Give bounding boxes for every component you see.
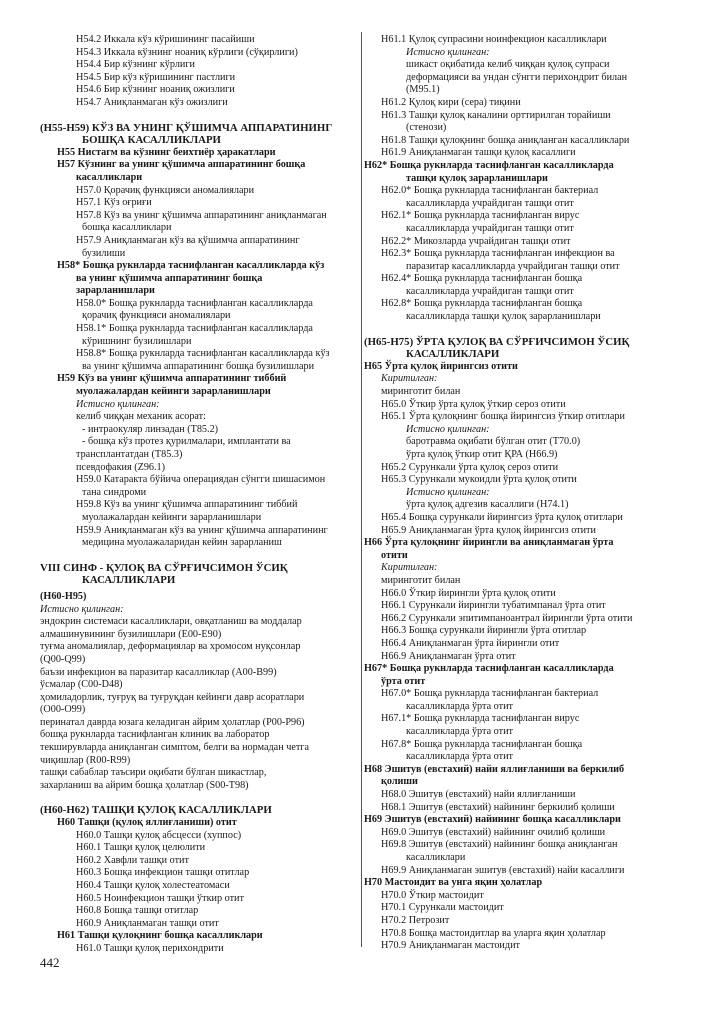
text-line: H69.0 Эшитув (евстахий) найининг очилиб қолиши (381, 826, 606, 838)
text-line: трансплантатдан (T85.3) (76, 449, 183, 460)
text-line: H60.2 Хавфли ташқи отит (76, 854, 189, 866)
text-line: эндокрин системаси касалликлари, овқатланиш ва моддалар (40, 616, 302, 628)
text-line: баъзи инфекцион ва паразитар касалликлар (A00-B99) (40, 666, 277, 678)
text-line: H68 Эшитув (евстахий) найи яллиғланиши ва беркилиб (364, 763, 625, 775)
text-line: H70.2 Петрозит (381, 914, 450, 926)
text-line: H65.0 Ўткир ўрта қулоқ ўткир сероз отити (381, 398, 566, 410)
text-line: H68.1 Эшитув (евстахий) найининг беркилиб қолиши (381, 801, 615, 813)
text-line: H70.8 Бошқа мастоидитлар ва уларга яқин ҳолатлар (381, 927, 606, 939)
text-line: H66 Ўрта қулоқнинг йирингли ва аниқланмаган ўрта (364, 537, 614, 549)
text-line: H60.8 Бошқа ташқи отитлар (76, 905, 199, 917)
text-line: касалликларда учрайдиган ташқи отит (406, 222, 574, 234)
text-line: Истисно қилинган: (406, 46, 490, 58)
text-line: Истисно қилинган: (406, 423, 490, 435)
text-line: H65.4 Бошқа сурункали йирингсиз ўрта қулоқ отитлари (381, 511, 623, 523)
section-heading: (H60-H62) ТАШҚИ ҚУЛОҚ КАСАЛЛИКЛАРИ (40, 804, 272, 817)
text-line: H61.8 Ташқи қулоқнинг бошқа аниқланган касалликлари (381, 134, 630, 146)
text-line: H67.8* Бошқа рукнларда таснифланган бошқа (381, 738, 583, 750)
spacer (40, 110, 354, 122)
text-line: H57.9 Аниқланмаган кўз ва қўшимча аппаратининг (76, 234, 300, 246)
text-line: H59 Кўз ва унинг қўшимча аппаратининг тиббий (57, 373, 287, 385)
text-line: H55 Нистагм ва кўзнинг беихтиёр ҳаракатлари (57, 146, 276, 158)
text-line: баротравма оқибати бўлган отит (T70.0) (406, 436, 581, 448)
text-line: (Q00-Q99) (40, 653, 86, 665)
text-line: кўришнинг бузилишлари (82, 335, 192, 347)
page-number: 442 (40, 955, 60, 970)
text-line: H61.3 Ташқи қулоқ каналини орттирилган торайиши (381, 109, 611, 121)
text-line: H54.2 Иккала кўз кўришининг пасайиши (76, 34, 255, 45)
text-line: туғма аномалиялар, деформациялар ва хромосом нуқсонлар (40, 641, 301, 653)
text-line: касалликларда ўрта отит (406, 751, 513, 763)
text-line: деформацияси ва ундан сўнгги перихондрит билан (406, 71, 628, 83)
text-line: H65 Ўрта қулоқ йирингсиз отити (364, 360, 518, 372)
text-line: ташқи қулоқ зарарланишлари (406, 172, 548, 184)
text-line: H59.8 Кўз ва унинг қўшимча аппаратининг тиббий (76, 499, 298, 511)
text-line: H57.1 Кўз оғриғи (76, 197, 152, 209)
text-line: тана синдроми (82, 486, 147, 498)
text-line: H58.0* Бошқа рукнларда таснифланган касалликларда (76, 297, 313, 309)
text-line: H60 Ташқи (қулоқ яллиғланиши) отит (57, 817, 237, 829)
text-line: касалликлари (76, 171, 143, 183)
section-heading: (H65-H75) ЎРТА ҚУЛОҚ ВА СЎРҒИЧСИМОН ЎСИҚ (364, 335, 630, 348)
text-line: касалликларда ўрта отит (406, 700, 513, 712)
text-line: касалликларда учрайдиган ташқи отит (406, 197, 574, 209)
text-line: H66.3 Бошқа сурункали йирингли ўрта отитлар (381, 625, 587, 637)
text-line: миринготит билан (381, 574, 461, 586)
text-line: бошқа касалликлари (82, 222, 172, 234)
text-line: чиқишлар (R00-R99) (40, 754, 131, 766)
text-line: касалликларда ўрта отит (406, 726, 513, 738)
text-line: қорачиқ функцияси аномалиялари (82, 310, 231, 322)
text-line: Киритилган: (381, 373, 438, 385)
column-divider (361, 32, 362, 947)
text-line: H70.9 Аниқланмаган мастоидит (381, 940, 520, 952)
section-heading: БОШҚА КАСАЛЛИКЛАРИ (82, 134, 221, 147)
text-line: H62.1* Бошқа рукнларда таснифланган вирус (381, 210, 580, 222)
text-line: H60.0 Ташқи қулоқ абсцесси (хуппос) (76, 829, 242, 841)
text-line: - интраокуляр линзадан (T85.2) (82, 423, 219, 435)
left-column (40, 34, 354, 956)
text-line: - бошқа кўз протез қурилмалари, имплантати ва (82, 436, 291, 448)
text-line: медицина муолажаларидан кейин зарарланиш (82, 537, 282, 549)
text-line: H65.3 Сурункали мукоидли ўрта қулоқ отити (381, 474, 577, 486)
text-line: H66.0 Ўткир йирингли ўрта қулоқ отити (381, 587, 556, 599)
text-line: H62.0* Бошқа рукнларда таснифланган бактериал (381, 185, 599, 197)
spacer (40, 792, 354, 804)
text-line: текширувларда аниқланган симптом, белги ва нормадан четга (40, 742, 309, 754)
text-line: (стенози) (406, 122, 447, 134)
text-line: қолиши (381, 776, 418, 788)
text-line: H70 Мастоидит ва унга яқин ҳолатлар (364, 877, 543, 889)
text-line: паразитар касалликларда учрайдиган ташқи отит (406, 260, 620, 272)
text-line: Истисно қилинган: (406, 486, 490, 498)
spacer (40, 550, 354, 562)
text-line: миринготит билан (381, 386, 461, 398)
text-line: перинатал даврда юзага келадиган айрим ҳолатлар (P00-P96) (40, 716, 305, 728)
text-line: ўрта қулоқ адгезив касаллиги (H74.1) (406, 499, 569, 511)
text-line: H69.9 Аниқланмаган эшитув (евстахий) найи касаллиги (381, 864, 625, 876)
text-line: ўрта қулоқ ўткир отит ҚРА (H66.9) (406, 449, 558, 460)
section-heading: КАСАЛЛИКЛАРИ (82, 574, 176, 587)
text-line: H61.9 Аниқланмаган ташқи қулоқ касаллиги (381, 147, 576, 159)
text-line: H57.0 Қорачиқ функцияси аномалиялари (76, 184, 255, 196)
text-line: H60.5 Ноинфекцион ташқи ўткир отит (76, 892, 244, 904)
text-line: H61.1 Қулоқ супрасини ноинфекцион касалликлари (381, 34, 607, 45)
text-line: H65.1 Ўрта қулоқнинг бошқа йирингсиз ўткир отитлари (381, 411, 625, 423)
text-line: бошқа рукнларда таснифланган клиник ва лаборатор (40, 729, 270, 741)
text-line: H54.7 Аниқланмаган кўз ожизлиги (76, 96, 228, 108)
spacer (364, 324, 686, 336)
text-line: H65.2 Сурункали ўрта қулоқ сероз отити (381, 461, 559, 473)
text-line: H58* Бошқа рукнларда таснифланган касалликларда кўз (57, 260, 325, 272)
text-line: шикаст оқибатида келиб чиққан қулоқ супраси (406, 59, 610, 71)
text-line: H60.3 Бошқа инфекцион ташқи отитлар (76, 867, 250, 879)
text-line: H70.1 Сурункали мастоидит (381, 902, 504, 914)
text-line: H62.3* Бошқа рукнларда таснифланган инфекцион ва (381, 248, 615, 260)
text-line: H62.4* Бошқа рукнларда таснифланган бошқа (381, 273, 583, 285)
text-line: Киритилган: (381, 562, 438, 574)
text-line: H62* Бошқа рукнларда таснифланган касалликларда (364, 159, 614, 171)
text-line: H66.2 Сурункали эпитимпаноантрал йирингли ўрта отити (381, 612, 633, 624)
text-line: муолажалардан кейинги зарарланишлари (82, 511, 262, 523)
text-line: H59.0 Катаракта бўйича операциядан сўнгги шишасимон (76, 474, 326, 486)
text-line: H66.4 Аниқланмаган ўрта йирингли отит (381, 637, 560, 649)
text-line: касалликлари (406, 852, 466, 863)
text-line: H54.3 Иккала кўзнинг ноаниқ кўрлиги (сўқирлиги) (76, 46, 298, 58)
text-line: H57.8 Кўз ва унинг қўшимча аппаратининг аниқланмаган (76, 209, 327, 221)
text-line: H61.0 Ташқи қулоқ перихондрити (76, 942, 224, 954)
text-line: H67* Бошқа рукнларда таснифланган касалликларда (364, 663, 614, 675)
text-line: алмашинувининг бузилишлари (E00-E90) (40, 628, 222, 640)
text-line: H58.1* Бошқа рукнларда таснифланган касалликларда (76, 323, 313, 335)
text-line: (M95.1) (406, 84, 440, 96)
text-line: ва унинг қўшимча аппаратининг бошқа бузилишлари (82, 360, 315, 372)
text-line: бузилиши (82, 247, 126, 259)
section-heading: (H55-H59) КЎЗ ВА УНИНГ ҚЎШИМЧА АППАРАТИНИНГ (40, 121, 333, 134)
text-line: H62.8* Бошқа рукнларда таснифланган бошқа (381, 298, 583, 310)
text-line: H68.0 Эшитув (евстахий) найи яллиғланиши (381, 789, 576, 801)
text-line: отити (381, 549, 408, 561)
text-line: H69.8 Эшитув (евстахий) найининг бошқа аниқланган (381, 839, 618, 851)
text-line: H61 Ташқи қулоқнинг бошқа касалликлари (57, 930, 263, 942)
text-line: H67.1* Бошқа рукнларда таснифланган вирус (381, 713, 580, 725)
section-heading: VIII СИНФ - ҚУЛОҚ ВА СЎРҒИЧСИМОН ЎСИҚ (40, 561, 288, 574)
text-line: H54.5 Бир кўз кўришининг пастлиги (76, 71, 236, 83)
text-line: келиб чиққан механик асорат: (76, 411, 206, 423)
text-line: захарланиш ва айрим бошқа ҳолатлар (S00-T98) (40, 779, 249, 791)
right-column (364, 34, 686, 953)
text-line: (O00-O99) (40, 704, 86, 716)
text-line: H59.9 Аниқланмаган кўз ва унинг қўшимча аппаратининг (76, 524, 328, 536)
text-line: H69 Эшитув (евстахий) найининг бошқа касалликлари (364, 814, 621, 826)
text-line: муолажалардан кейинги зарарланишлари (76, 386, 271, 398)
text-line: ўрта отит (381, 675, 426, 687)
text-line: Истисно қилинган: (76, 398, 160, 410)
text-line: H66.1 Сурункали йирингли тубатимпанал ўрта отит (381, 600, 606, 612)
text-line: ҳомиладорлик, туғруқ ва туғруқдан кейинги давр асоратлари (40, 691, 305, 703)
text-line: H54.4 Бир кўзнинг кўрлиги (76, 59, 195, 71)
text-line: H66.9 Аниқланмаган ўрта отит (381, 650, 516, 662)
text-line: H57 Кўзнинг ва унинг қўшимча аппаратининг бошқа (57, 159, 306, 171)
text-line: касалликларда учрайдиган ташқи отит (406, 285, 574, 297)
text-line: H60.9 Аниқланмаган ташқи отит (76, 917, 219, 929)
text-line: H65.9 Аниқланмаган ўрта қулоқ йирингсиз отити (381, 524, 596, 536)
text-line: зарарланишлари (76, 285, 155, 297)
text-line: ва унинг қўшимча аппаратининг бошқа (76, 272, 263, 284)
text-line: псевдофакия (Z96.1) (76, 461, 166, 473)
text-line: Истисно қилинган: (40, 603, 124, 615)
text-line: H60.1 Ташқи қулоқ целюлити (76, 842, 206, 854)
text-line: ташқи сабаблар таъсири оқибати бўлган шикастлар, (40, 767, 267, 779)
text-line: H67.0* Бошқа рукнларда таснифланган бактериал (381, 688, 599, 700)
section-heading: КАСАЛЛИКЛАРИ (406, 348, 500, 361)
text-line: H62.2* Микозларда учрайдиган ташқи отит (381, 235, 571, 247)
text-line: H54.6 Бир кўзнинг ноаниқ ожизлиги (76, 84, 235, 96)
text-line: H61.2 Қулоқ кири (сера) тиқини (381, 96, 521, 108)
text-line: (H60-H95) (40, 590, 87, 602)
text-line: ўсмалар (C00-D48) (40, 679, 123, 691)
text-line: H60.4 Ташқи қулоқ холестеатомаси (76, 880, 230, 891)
text-line: касалликларда ташқи қулоқ зарарланишлари (406, 311, 601, 323)
text-line: H58.8* Бошқа рукнларда таснифланган касалликларда кўз (76, 348, 330, 360)
text-line: H70.0 Ўткир мастоидит (381, 889, 484, 901)
